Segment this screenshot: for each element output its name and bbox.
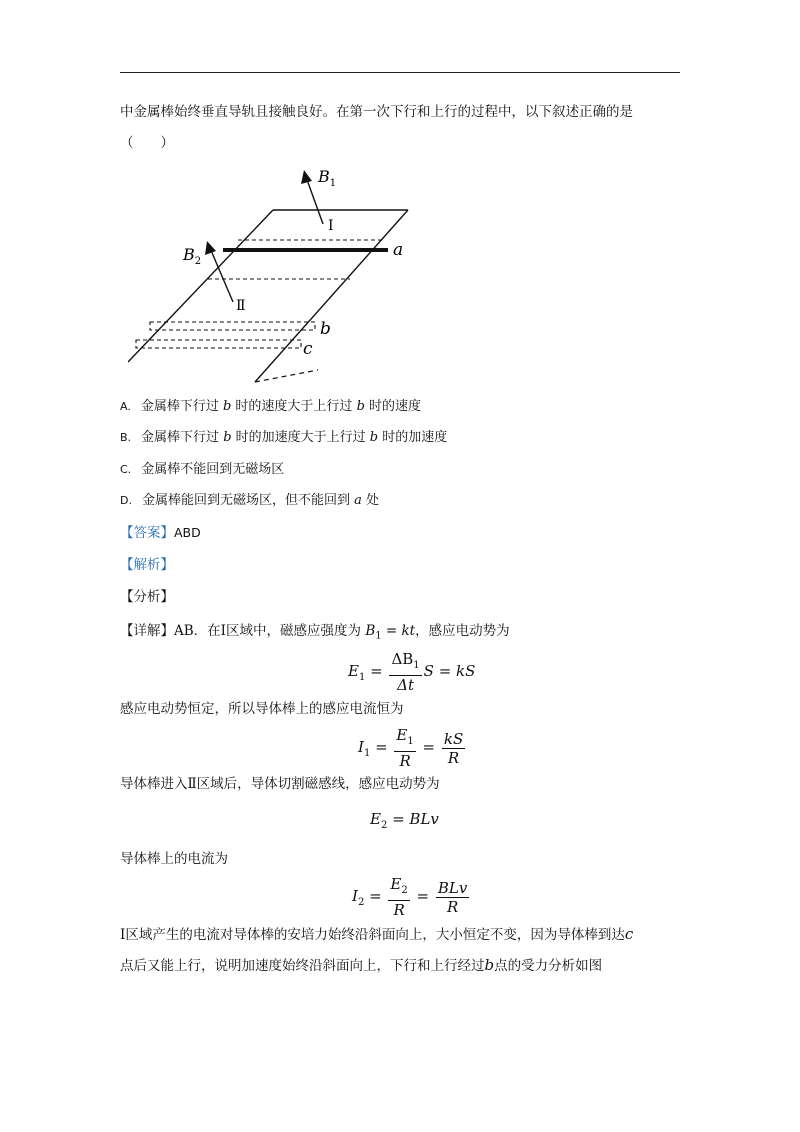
option-b: B. 金属棒下行过 b 时的加速度大于上行过 b 时的加速度	[120, 430, 448, 445]
analysis-tag: 【解析】	[120, 557, 174, 573]
question-stem: 中金属棒始终垂直导轨且接触良好。在第一次下行和上行的过程中，以下叙述正确的是	[120, 104, 633, 120]
label-c: c	[303, 339, 313, 359]
answer-value: ABD	[174, 525, 201, 540]
rod-b	[150, 322, 315, 330]
label-a: a	[393, 240, 404, 260]
b2-arrow-head	[205, 241, 216, 255]
header-rule	[120, 72, 680, 73]
rails-diagram	[128, 162, 428, 387]
label-region2: Ⅱ	[236, 298, 246, 314]
option-a: A. 金属棒下行过 b 时的速度大于上行过 b 时的速度	[120, 399, 422, 414]
option-c: C. 金属棒不能回到无磁场区	[120, 462, 285, 477]
detail-force1: Ⅰ区域产生的电流对导体棒的安培力始终沿斜面向上，大小恒定不变，因为导体棒到达c	[120, 925, 634, 943]
equation-i1: $I_1$ = $\frac{E_1}{R}$ = $\frac{kS}{R}$	[358, 726, 464, 770]
answer-tag: 【答案】	[120, 525, 174, 541]
answer-paren: （ ）	[120, 135, 174, 151]
equation-i2: $I_2$ = $\frac{E_2}{R}$ = $\frac{\text{BLv}}{R}$	[352, 875, 468, 919]
label-b1: $B_1$	[318, 167, 337, 189]
detail-enter2: 导体棒进入Ⅱ区域后，导体切割磁感线，感应电动势为	[120, 776, 440, 792]
rod-c	[136, 340, 301, 348]
label-b: b	[320, 319, 331, 339]
right-rail	[255, 210, 408, 382]
equation-e2: $E_2$ = BLv	[370, 810, 439, 831]
b1-arrow-head	[301, 170, 312, 184]
detail-intro: 【详解】AB．在Ⅰ区域中，磁感应强度为 $B_1$ = kt，感应电动势为	[120, 623, 510, 642]
left-rail	[128, 210, 273, 362]
label-b2: $B_2$	[183, 245, 202, 267]
detail-force2: 点后又能上行，说明加速度始终沿斜面向上，下行和上行经过b点的受力分析如图	[120, 956, 603, 974]
answer-line	[120, 524, 201, 542]
label-region1: Ⅰ	[328, 218, 334, 234]
option-d: D. 金属棒能回到无磁场区，但不能回到 a 处	[120, 493, 380, 508]
detail-current: 导体棒上的电流为	[120, 851, 228, 867]
detail-emf-const: 感应电动势恒定，所以导体棒上的感应电流恒为	[120, 701, 404, 717]
equation-e1: $E_1$ = $\frac{\Delta B_1}{\Delta t}$ S = kS	[348, 650, 476, 694]
fenxi-tag: 【分析】	[120, 589, 174, 605]
